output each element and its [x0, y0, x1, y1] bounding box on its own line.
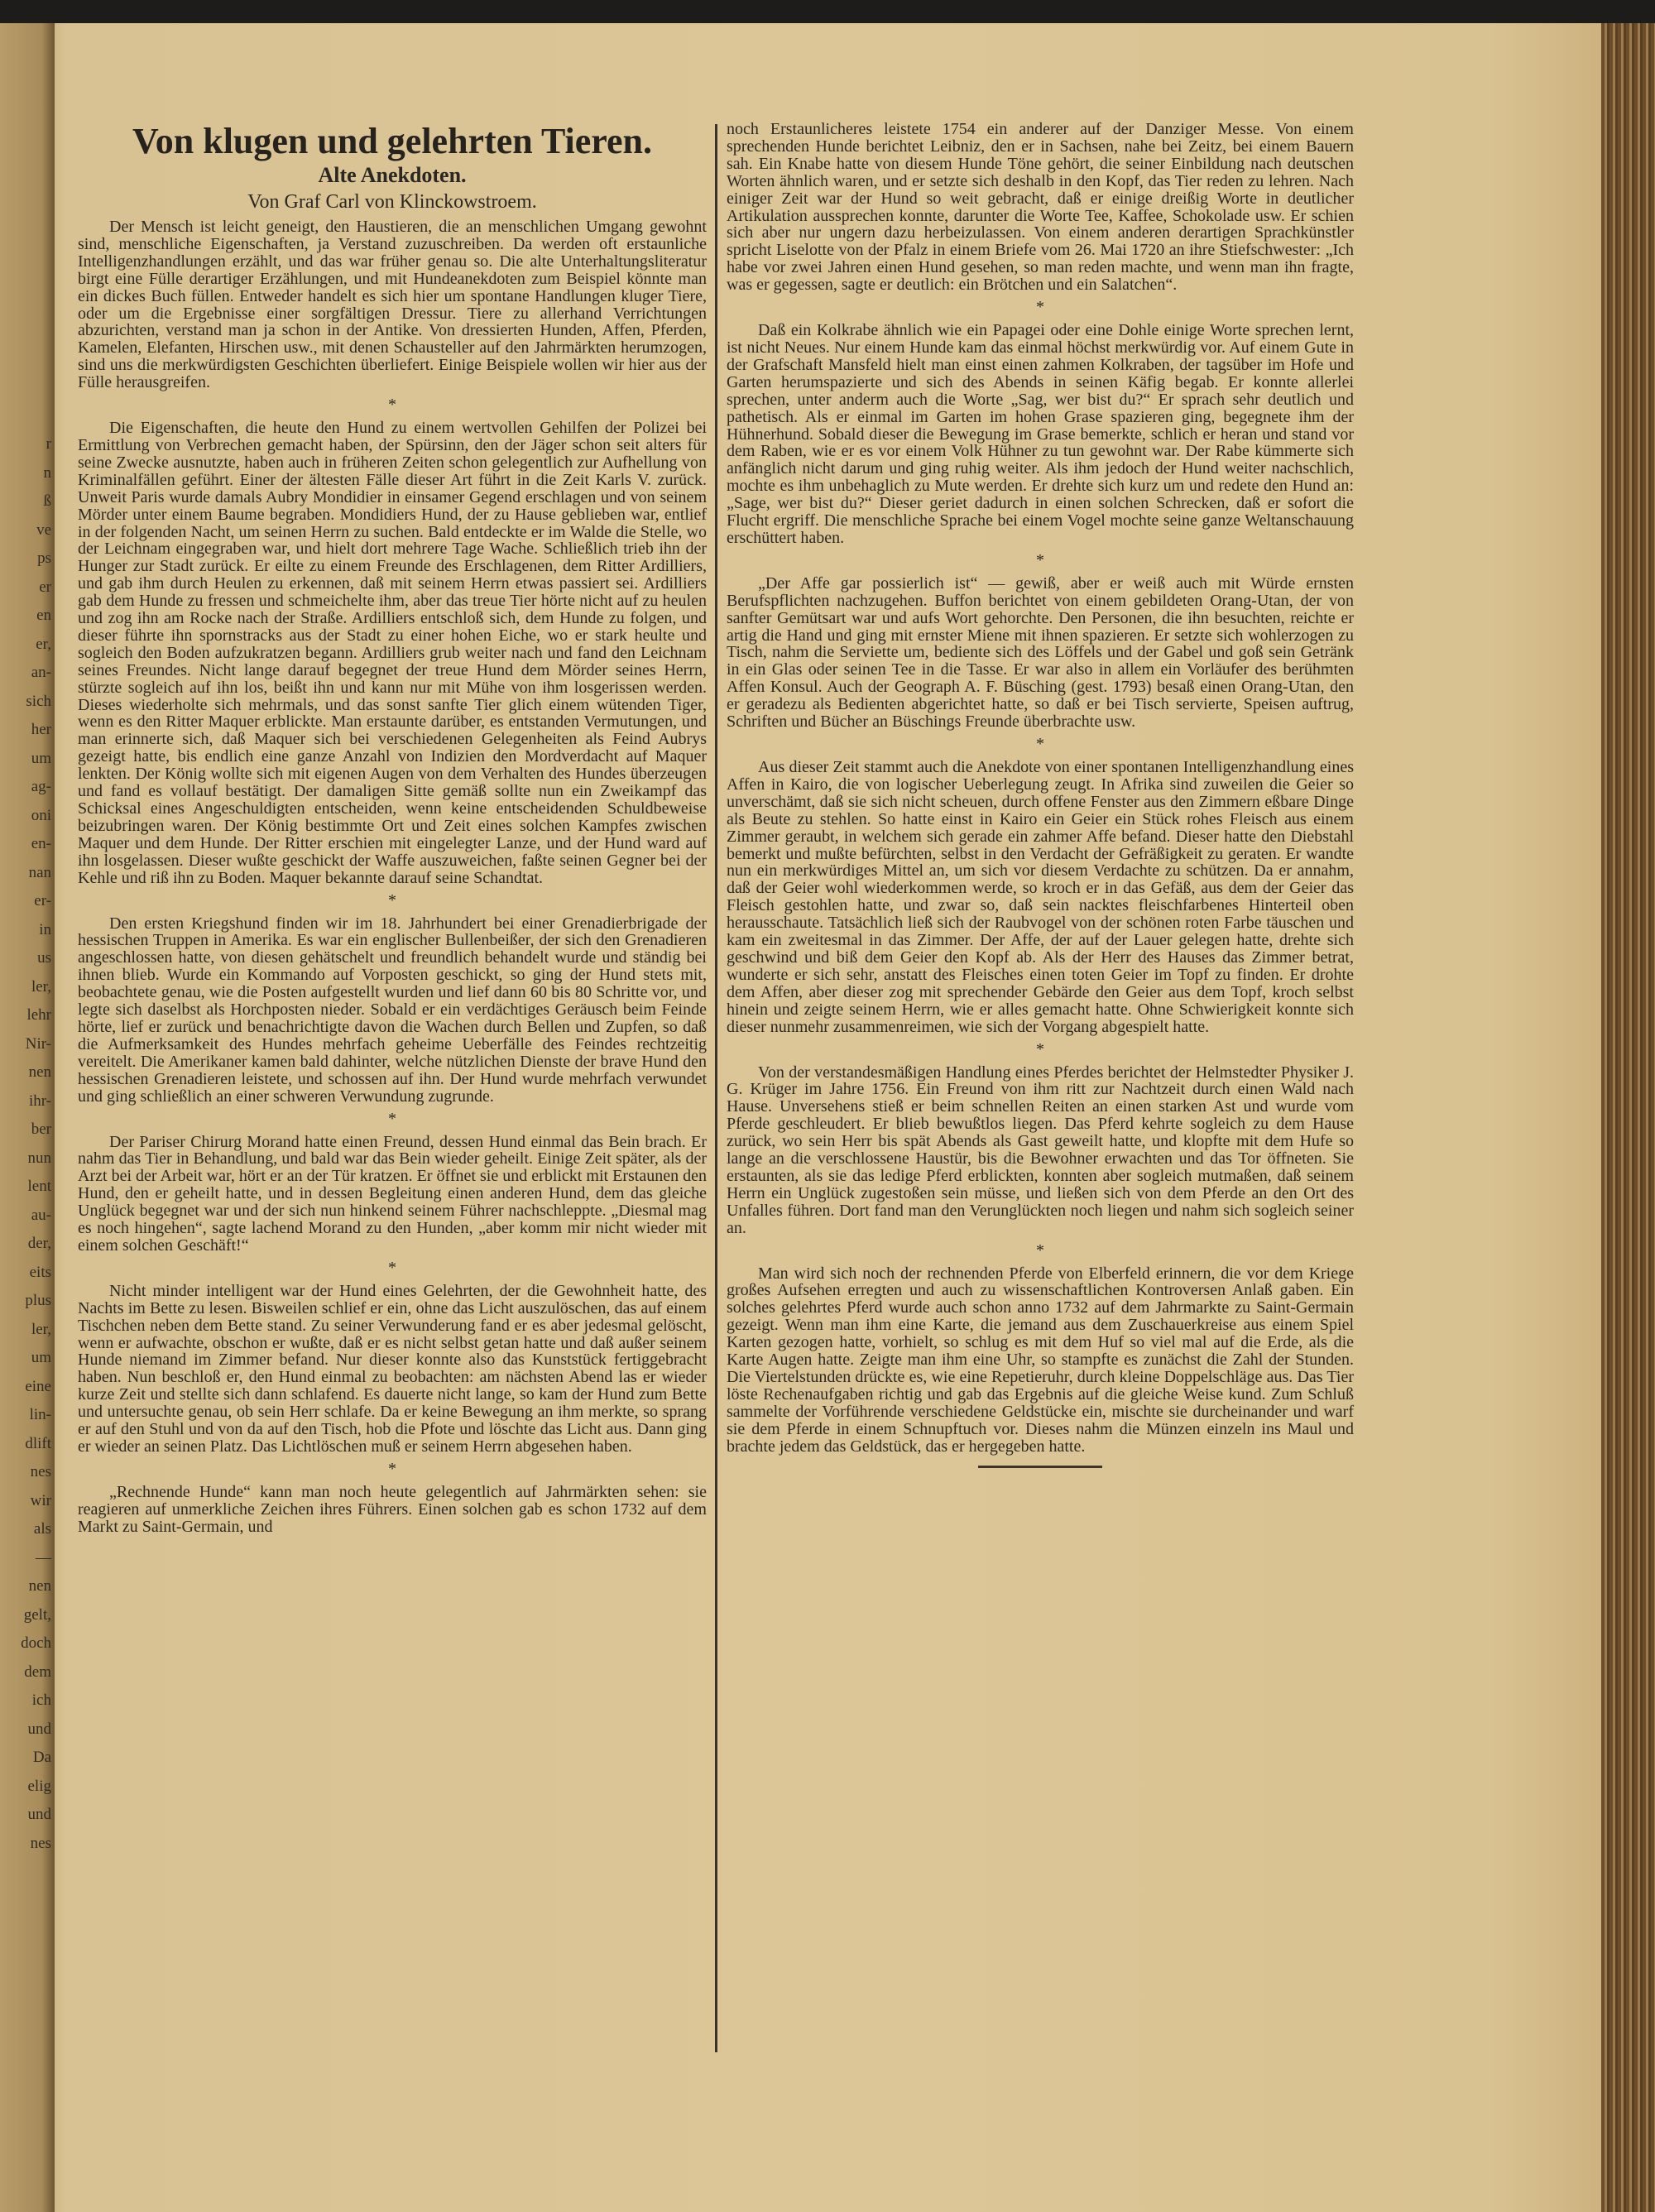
text-fragment: der,	[27, 1235, 51, 1252]
text-fragment: lent	[27, 1178, 51, 1195]
paragraph: noch Erstaunlicheres leistete 1754 ein anderer auf der Danziger Messe. Von einem sprechenden Hunde berichtet Leibniz, den er in Sachsen, nahe bei Zeitz, bei einem Bauern sah. Ein Knabe hatte von diesem Hunde Töne gehört, die seiner Einbildung nach deutschen Worten ähnlich waren, und er setzte sich deshalb in den Kopf, das Tier reden zu lehren. Nach einiger Zeit war der Hund so weit gebracht, daß er einige dreißig Worte in deutlicher Artikulation aussprechen konnte, darunter die Worte Tee, Kaffee, Schokolade usw. Er schien sich aber nur ungern dazu herbeizulassen. Von einem anderen derartigen Sprachkünstler spricht Liselotte von der Pfalz in einem Briefe vom 26. Mai 1720 an ihre Stiefschwester: „Ich habe vor zwei Jahren einen Hund gesehen, so man reden machte, und wenn man ihn fragte, was er gegessen, sagte er deutlich: ein Brötchen und ein Salatchen“.	[727, 120, 1354, 295]
paragraph: „Der Affe gar possierlich ist“ — gewiß, aber er weiß auch mit Würde ernsten Berufspflichten nachzugehen. Buffon berichtet von einem gebildeten Orang-Utan, der von sanfter Gemütsart war und aufs Wort gehorchte. Den Personen, die ihn besuchten, reichte er artig die Hand und ging mit ernster Miene mit ihnen spazieren. Er setzte sich wohlerzogen zu Tisch, nahm die Serviette um, bediente sich des Löffels und der Gabel und goß sein Getränk in ein Glas oder seinen Tee in die Tasse. Er war also in allem ein Vorläufer des berühmten Affen Konsul. Auch der Geograph A. F. Büsching (gest. 1793) besaß einen Orang-Utan, den er geradezu als Bedienten abgerichtet hatte, so daß er bei Tisch servierte, Speisen auftrug, Schriften und Bücher an Büschings Freunde überbrachte usw.	[727, 573, 1354, 732]
paragraph: Den ersten Kriegshund finden wir im 18. Jahrhundert bei einer Grenadierbrigade der hessischen Truppen in Amerika. Es war ein englischer Bullenbeißer, der sich den Grenadieren angeschlossen hatte, von diesen gehätschelt und freundlich behandelt wurde und ständig bei ihnen blieb. Wurde ein Kommando auf Vorposten geschickt, so ging der Hund stets mit, beobachtete genau, wie die Posten aufgestellt wurden und lief dann 60 bis 80 Schritte vor, und legte sich daselbst als Horchposten nieder. Sobald er ein verdächtiges Geräusch beim Feinde hörte, lief er zurück und benachrichtigte davon die Wachen durch Bellen und Zupfen, so daß die Aufmerksamkeit des Hundes mehrfach geheime Ueberfälle des Feindes rechtzeitig vereitelt. Die Amerikaner kamen bald dahinter, welche nützlichen Dienste der brave Hund den hessischen Grenadieren leistete, und schossen auf ihn. Der Hund wurde mehrfach verwundet und ging schließlich an einer schweren Verwundung zugrunde.	[78, 914, 707, 1106]
column-rule	[715, 124, 717, 2052]
section-separator: *	[388, 1459, 396, 1478]
section-separator: *	[388, 1109, 396, 1128]
text-fragment: und	[27, 1806, 51, 1823]
right-column	[727, 121, 1354, 1468]
text-fragment: er,	[36, 635, 51, 653]
text-fragment: elig	[27, 1777, 51, 1795]
section-separator: *	[388, 1258, 396, 1277]
book-page-edges	[1601, 23, 1655, 2212]
text-fragment: ihr-	[28, 1092, 51, 1110]
text-fragment: nan	[28, 863, 51, 881]
text-fragment: nen	[28, 1063, 51, 1081]
text-fragment: nes	[30, 1834, 51, 1852]
text-fragment: um	[31, 1349, 51, 1366]
article-end-rule	[978, 1466, 1102, 1468]
section-separator: *	[1036, 550, 1044, 569]
paragraph: Die Eigenschaften, die heute den Hund zu einem wertvollen Gehilfen der Polizei bei Ermittlung von Verbrechen gemacht haben, der Spürsinn, den der Jäger schon seit alters für seine Zwecke ausnutzte, haben auch in früheren Zeiten schon gelegentlich zur Aufhellung von Kriminalfällen geführt. Einer der ältesten Fälle dieser Art führt in die Zeit Karls V. zurück. Unweit Paris wurde damals Aubry Mondidier in einsamer Gegend erschlagen und von seinem Mörder unter einem Baume begraben. Mondidiers Hund, der zu Hause geblieben war, entlief in der folgenden Nacht, um seinen Herrn zu suchen. Bald entdeckte er im Walde die Stelle, wo der Leichnam eingegraben war, und hielt dort mehrere Tage Wache. Schließlich trieb ihn der Hunger zur Stadt zurück. Er eilte zu einem Freunde des Erschlagenen, dem Ritter Ardilliers, und gab ihm durch Heulen zu erkennen, daß mit seinem Herrn etwas passiert sei. Ardilliers gab dem Hunde zu fressen und schmeichelte ihm, aber das treue Tier hörte nicht auf zu heulen und zog ihn am Rocke nach der Straße. Ardilliers entschloß sich, dem Hunde zu folgen, und dieser führte ihn spornstracks aus der Stadt zu einer hohen Eiche, wo er stark heulte und sogleich den Boden aufzukratzen begann. Ardilliers grub weiter nach und fand den Leichnam seines Freundes. Nicht lange darauf begegnet der treue Hund dem Mörder seines Herrn, stürzte sogleich auf ihn los, beißt ihn und kann nur mit Mühe von ihm losgerissen werden. Dieses wiederholte sich mehrmals, und das sonst sanfte Tier glich einem wütenden Tiger, wenn es den Ritter Maquer erblickte. Man erstaunte darüber, es entstanden Vermutungen, und man erinnerte sich, daß Maquer sich bei verschiedenen Gelegenheiten als Feind Aubrys gezeigt hatte, bis endlich eine ganze Anzahl von Indizien den Mordverdacht auf Maquer lenkten. Der König wollte sich mit eigenen Augen von dem Verhalten des Hundes überzeugen und fand es vollauf bestätigt. Der damaligen Sitte gemäß sollte nun ein Zweikampf das Schicksal eines Angeschuldigten entscheiden, wenn keine entscheidenden Schuldbeweise beizubringen waren. Der König bestimmte Ort und Zeit eines solchen Kampfes zwischen Maquer und dem Hunde. Der Ritter erschien mit eingelegter Lanze, und der Hund ward auf ihn losgelassen. Dieser wußte geschickt der Waffe auszuweichen, faßte seinen Gegner bei der Kehle und riß ihn zu Boden. Maquer bekannte darauf seine Schandtat.	[78, 419, 707, 887]
text-fragment: ler,	[31, 1320, 51, 1338]
text-fragment: r	[46, 435, 51, 453]
text-fragment: Nir-	[25, 1034, 51, 1053]
text-fragment: ber	[31, 1120, 51, 1138]
text-fragment: als	[33, 1520, 51, 1538]
article-byline: Von Graf Carl von Klinckowstroem.	[247, 191, 537, 213]
text-fragment: ve	[36, 521, 51, 539]
paragraph: Nicht minder intelligent war der Hund eines Gelehrten, der die Gewohnheit hatte, des Nachts im Bette zu lesen. Bisweilen schlief er ein, ohne das Licht auszulöschen, das auf einem Tischchen neben dem Bette stand. Zu seiner Verwunderung fand er es aber jedesmal gelöscht, wenn er aufwachte, obschon er wußte, daß er es nicht selbst getan hatte und daß außer seinem Hunde niemand im Zimmer befand. Nur dieser konnte also das Kunststück fertiggebracht haben. Nun beschloß er, den Hund einmal zu beobachten: am nächsten Abend las er wieder kurze Zeit und stellte sich dann schlafend. Es dauerte nicht lange, so kam der Hund zum Bette und untersuchte genau, ob sein Herr schlafe. Da er keine Bewegung an ihm merkte, so sprang er auf den Stuhl und von da auf den Tisch, hob die Pfote und löschte das Licht aus. Dann ging er wieder an seinen Platz. Das Lichtlöschen muß er seinem Herrn abgesehen haben.	[78, 1281, 707, 1456]
text-fragment: en	[36, 607, 51, 624]
text-fragment: n	[43, 463, 51, 482]
text-fragment: eine	[25, 1377, 51, 1395]
text-fragment: us	[37, 949, 51, 967]
section-separator: *	[1036, 298, 1044, 317]
text-fragment: dem	[24, 1663, 51, 1681]
section-separator: *	[1036, 735, 1044, 753]
text-fragment: um	[31, 749, 51, 767]
text-fragment: ler,	[31, 977, 51, 996]
text-fragment: sich	[26, 692, 51, 710]
text-fragment: gelt,	[23, 1605, 51, 1624]
text-fragment: au-	[31, 1206, 51, 1224]
text-fragment: nun	[27, 1149, 51, 1167]
text-fragment: und	[27, 1720, 51, 1738]
section-separator: *	[388, 396, 396, 415]
text-fragment: eits	[29, 1263, 51, 1281]
text-fragment: doch	[21, 1634, 51, 1652]
left-column	[78, 121, 707, 1536]
text-fragment: her	[31, 721, 51, 738]
text-fragment: ps	[37, 549, 51, 567]
text-fragment: Da	[32, 1749, 51, 1766]
article-subtitle: Alte Anekdoten.	[318, 163, 467, 187]
text-fragment: plus	[25, 1292, 51, 1309]
paragraph: Von der verstandesmäßigen Handlung eines Pferdes berichtet der Helmstedter Physiker J. G. Krüger im Jahre 1756. Ein Freund von ihm ritt zur Nachtzeit durch einen Wald nach Hause. Unversehens stieß er beim schnellen Reiten an einen starken Ast und wurde vom Pferde geschleudert. Er blieb bewußtlos liegen. Das Pferd kehrte sogleich zu dem Hause zurück, wo sein Herr bis spät Abends als Gast geweilt hatte, und klopfte mit dem Hufe so lange an die verschlossene Haustür, bis die Bewohner erwachten und das Tor öffneten. Sie erstaunten, als sie das ledige Pferd erblickten, konnten aber sogleich mutmaßen, daß seinem Herrn ein Unglück zugestoßen sein müsse, und ließen sich von dem Pferde an den Ort des Unfalles führen. Dort fand man den Verunglückten noch liegen und nahm sich sogleich seiner an.	[727, 1063, 1354, 1237]
text-fragment: —	[36, 1548, 51, 1567]
text-fragment: er	[39, 578, 51, 596]
text-fragment: ß	[43, 492, 51, 510]
text-fragment: en-	[31, 835, 51, 852]
text-fragment: nes	[30, 1463, 51, 1480]
paragraph: Aus dieser Zeit stammt auch die Anekdote von einer spontanen Intelligenzhandlung eines Affen in Kairo, die von logischer Ueberlegung zeugt. In Afrika sind zuweilen die Geier so unverschämt, daß sie sich nicht scheuen, durch offene Fenster aus den Zimmern eßbare Dinge als Beute zu stehlen. So hatte einst in Kairo ein Geier ein Stück rohes Fleisch aus einem Zimmer geraubt, in welchem sich gerade ein zahmer Affe befand. Dieser hatte den Diebstahl bemerkt und mußte befürchten, selbst in den Verdacht der Gefräßigkeit zu geraten. Er wandte nun ein merkwürdiges Mittel an, um sich vor diesem Verdachte zu schützen. Da er annahm, daß der Geier wohl wiederkommen werde, so kroch er in das Gefäß, aus dem der Geier das Fleisch gestohlen hatte, und zwar so, daß sein nacktes fleischfarbenes Hinterteil oben herausschaute. Tatsächlich ließ sich der Raubvogel von der schönen roten Farbe täuschen und kam ein zweitesmal in das Zimmer. Der Affe, der auf der Lauer gelegen hatte, drehte sich geschwind und biß dem Geier den Kopf ab. Als der Herr des Hauses das Zimmer betrat, wunderte er sich sehr, anstatt des Fleisches einen toten Geier im Topf zu finden. Er drohte dem Affen, aber dieser zog mit sprechender Gebärde den Geier aus dem Topf, kroch selbst hinein und zeigte seinem Herrn, wie er alles gemacht hatte. Ohne Schwierigkeit konnte sich dieser nunmehr zusammenreimen, wie sich der Vorgang abgespielt hatte.	[727, 758, 1354, 1036]
text-fragment: dlift	[25, 1434, 51, 1452]
text-fragment: oni	[31, 806, 51, 824]
paragraph: Der Mensch ist leicht geneigt, den Haustieren, die an menschlichen Umgang gewohnt sind, menschliche Eigenschaften, ja Verstand zuzuschreiben. Da werden oft erstaunliche Intelligenzhandlungen erzählt, und das war früher genau so. Die alte Unterhaltungsliteratur birgt eine Fülle derartiger Erzählungen, und mit Hundeanekdoten zum Beispiel könnte man ein dickes Buch füllen. Entweder handelt es sich hier um spontane Handlungen kluger Tiere, oder um die Ergebnisse einer sorgfältigen Dressur. Tiere zu allerhand Verrichtungen abzurichten, verstand man ja schon in der Antike. Von dressierten Hunden, Affen, Pferden, Kamelen, Elefanten, Hirschen usw., mit denen Schausteller auf den Jahrmärkten herumzogen, sind uns die merkwürdigsten Geschichten überliefert. Einige Beispiele wollen wir hier aus der Fülle herausgreifen.	[78, 218, 707, 392]
text-fragment: ag-	[31, 778, 51, 795]
text-fragment: lin-	[29, 1406, 51, 1423]
paragraph: „Rechnende Hunde“ kann man noch heute gelegentlich auf Jahrmärkten sehen: sie reagieren auf unmerkliche Zeichen ihres Führers. Einen solchen gab es schon 1732 auf dem Markt zu Saint-Germain, und	[78, 1482, 707, 1536]
paragraph: Man wird sich noch der rechnenden Pferde von Elberfeld erinnern, die vor dem Kriege großes Aufsehen erregten und auch zu wissenschaftlichen Kontroversen Anlaß gaben. Ein solches gelehrtes Pferd wurde auch schon anno 1732 auf dem Jahrmarkte zu Saint-Germain gezeigt. Wenn man ihm eine Karte, die jemand aus dem Zuschauerkreise aus einem Spiel Karten gezogen hatte, vorhielt, so schlug es mit dem Huf so viel mal auf die Erde, als die Karte Augen hatte. Zeigte man ihm eine Uhr, so stampfte es zunächst die Zahl der Stunden. Die Viertelstunden drückte es, wie eine Repetieruhr, durch kleine Doppelschläge aus. Das Tier löste Rechenaufgaben richtig und gab das Ergebnis auf die gleiche Weise kund. Zum Schluß sammelte der Vorführende verschiedene Geldstücke ein, mischte sie durcheinander und warf sie dem Pferde in einem Schnupftuch vor. Dieses nahm die Münzen einzeln ins Maul und brachte jedem das Geldstück, das er hergegeben hatte.	[727, 1264, 1354, 1456]
text-fragment: er-	[34, 892, 51, 909]
paragraph: Der Pariser Chirurg Morand hatte einen Freund, dessen Hund einmal das Bein brach. Er nahm das Tier in Behandlung, und bald war das Bein wieder geheilt. Einige Zeit später, als der Arzt bei der Arbeit war, hört er an der Tür kratzen. Er öffnet sie und erblickt mit Erstaunen den Hund, den er geheilt hatte, und in dessen Begleitung einen anderen Hund, dem das gleiche Unglück begegnet war und der sich nun hinkend seinem Führer nachschleppte. „Diesmal mag es noch hingehen“, sagte lachend Morand zu den Hunden, „aber komm mir nicht wieder mit einem solchen Geschäft!“	[78, 1132, 707, 1255]
text-fragment: lehr	[26, 1006, 51, 1024]
previous-page-text-fragments	[2, 430, 51, 1858]
text-fragment: nen	[28, 1577, 51, 1595]
article-title: Von klugen und gelehrten Tieren.	[132, 121, 652, 161]
text-fragment: wir	[30, 1491, 51, 1509]
text-fragment: in	[39, 920, 51, 938]
text-fragment: an-	[31, 664, 51, 681]
section-separator: *	[1036, 1039, 1044, 1058]
text-fragment: ich	[31, 1691, 51, 1709]
section-separator: *	[388, 890, 396, 909]
paragraph: Daß ein Kolkrabe ähnlich wie ein Papagei oder eine Dohle einige Worte sprechen lernt, ist nicht Neues. Nur einem Hunde kam das einmal höchst merkwürdig vor. Auf einem Gute in der Grafschaft Mansfeld hielt man einst einen zahmen Kolkraben, der tagsüber im Hofe und Garten herumspazierte und sich des Abends in seinen Käfig begab. Er konnte allerlei sprechen, unter anderm auch die Worte „Sag, wer bist du?“ Er sprach sehr deutlich und pathetisch. Als er einmal im Garten im hohen Grase spazieren ging, begegnete ihm der Hühnerhund. Sobald dieser die Bewegung im Grase bemerkte, schlich er heran und stand vor dem Raben, wie er es vor einem Volk Hühner zu tun gewohnt war. Der Rabe kümmerte sich anfänglich nicht darum und ging ruhig weiter. Als ihm jedoch der Hund weiter nachschlich, mochte es ihm unbehaglich zu Mute werden. Er drehte sich kurz um und redete den Hund an: „Sage, wer bist du?“ Dieser geriet dadurch in einen solchen Schrecken, daß er sofort die Flucht ergriff. Die menschliche Sprache bei einem Vogel mochte seine ganze Weltanschauung erschüttert haben.	[727, 321, 1354, 547]
section-separator: *	[1036, 1240, 1044, 1260]
